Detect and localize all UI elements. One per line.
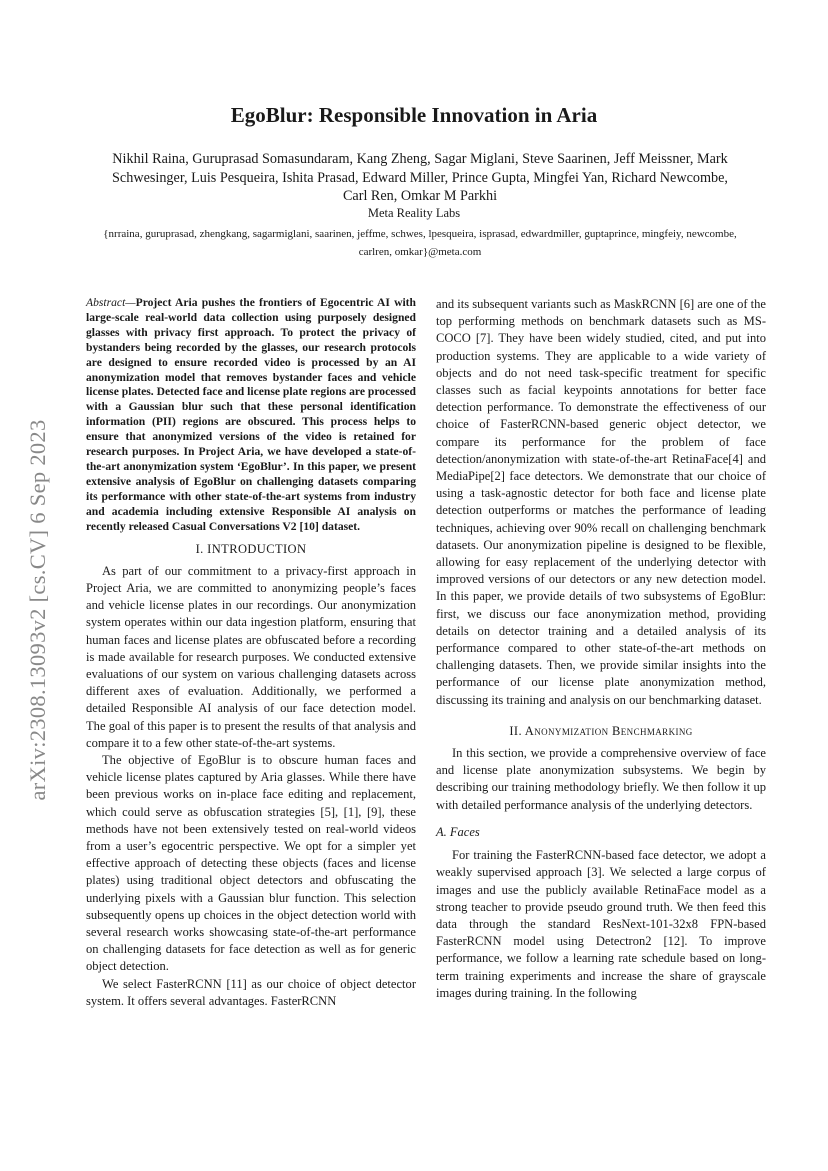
section-heading-introduction: I. INTRODUCTION [195, 541, 307, 556]
paper-title: EgoBlur: Responsible Innovation in Aria [230, 103, 598, 127]
paragraph: In this section, we provide a comprehensive overview of face and license plate anonymization subsystems. We begin by describing our training methodology briefly. We then follow it up with detailed performance analysis of the underlying detectors. [436, 746, 766, 812]
right-column [436, 296, 766, 1002]
arxiv-stamp: arXiv:2308.13093v2 [cs.CV] 6 Sep 2023 [25, 419, 50, 801]
paragraph: We select FasterRCNN [11] as our choice of object detector system. It offers several advantages. FasterRCNN [86, 976, 416, 1008]
paragraph: and its subsequent variants such as MaskRCNN [6] are one of the top performing methods on benchmark datasets such as MS-COCO [7]. They have been widely studied, cited, and put into production systems. They are applicable to a wide variety of objects and do not need task-specific treatment for specific classes such as facial keypoints annotations for better face detection performance. To demonstrate the effectiveness of our choice of FasterRCNN-based generic object detector, we compare its performance for the problem of face detection/anonymization with state-of-the-art RetinaFace[4] and MediaPipe[2] face detectors. We demonstrate that our choice of using a task-agnostic detector for both face and license plate detection outperforms or matches the performance of leading techniques, achieving over 90% recall on challenging benchmark datasets. Our anonymization pipeline is designed to be flexible, allowing for easy replacement of the underlying detector with improved versions of our detectors or any new detection model. In this paper, we provide details of two subsystems of EgoBlur: first, we discuss our face anonymization method, providing details on detector training and a detailed analysis of its performance compared to other state-of-the-art methods on challenging datasets. Then, we provide similar insights into the performance of our license plate anonymization method, discussing its training and analysis on our benchmarking dataset. [436, 297, 766, 707]
paragraph: As part of our commitment to a privacy-first approach in Project Aria, we are committed to anonymizing people’s faces and vehicle license plates in our recordings. Our anonymization system operates within our data ingestion platform, ensuring that human faces and license plates are obfuscated before a recording is made available for research purposes. We conducted extensive evaluations of our system on various challenging datasets across different axes of evaluation. Additionally, we performed a detailed Responsible AI analysis of our face detection model. The goal of this paper is to present the results of that analysis and compare it to a few other state-of-the-art systems. [86, 563, 416, 750]
paragraph: For training the FasterRCNN-based face detector, we adopt a weakly supervised approach [3]. We selected a large corpus of images and use the publicly available RetinaFace model as a strong teacher to provide pseudo ground truth. We then feed this data through the standard ResNext-101-32x8 FPN-based FasterRCNN model using Detectron2 [12]. To improve performance, we follow a learning rate schedule based on long-term training experiments and increase the share of grayscale images during training. In the following [436, 848, 766, 1000]
author-emails: {nrraina, guruprasad, zhengkang, sagarmiglani, saarinen, jeffme, schwes, lpesqueira, isprasad, edwardmiller, guptaprince, mingfeiy, newcombe, carlren, omkar}@meta.com [103, 228, 737, 258]
subsection-heading-faces: A. Faces [436, 824, 480, 839]
abstract [86, 296, 416, 535]
abstract-label: Abstract— [86, 296, 136, 309]
author-list: Nikhil Raina, Guruprasad Somasundaram, Kang Zheng, Sagar Miglani, Steve Saarinen, Jeff Meissner, Mark Schwesinger, Luis Pesqueira, Ishita Prasad, Edward Miller, Prince Gupta, Mingfei Yan, Richard Newcombe, Carl Ren, Omkar M Parkhi [112, 151, 728, 204]
abstract-text: Project Aria pushes the frontiers of Egocentric AI with large-scale real-world data collection using purposely designed glasses with privacy first approach. To protect the privacy of bystanders being recorded by the glasses, our research protocols are designed to ensure recorded video is processed by an AI anonymization model that removes bystander faces and vehicle license plates. Detected face and license plate regions are processed with a Gaussian blur such that these personal identification information (PII) regions are obscured. This process helps to ensure that anonymized versions of the video is retained for research purposes. In Project Aria, we have developed a state-of-the-art anonymization system ‘EgoBlur’. In this paper, we present extensive analysis of EgoBlur on challenging datasets comparing its performance with other state-of-the-art systems from industry and academia including extensive Responsible AI analysis on recently released Casual Conversations V2 [10] dataset. [86, 296, 416, 533]
section-heading-benchmarking: II. Anonymization Benchmarking [509, 723, 693, 738]
affiliation: Meta Reality Labs [367, 206, 461, 220]
left-column [86, 296, 416, 1010]
paragraph: The objective of EgoBlur is to obscure human faces and vehicle license plates captured by Aria glasses. While there have been previous works on in-place face editing and replacement, which could serve as obfuscation strategies [5], [1], [9], these methods have not been extensively tested on real-world videos from a user’s egocentric perspective. We opt for a simpler yet effective approach of detecting these objects (faces and license plates) using traditional object detectors and obfuscating the underlying pixels with a Gaussian blur function. This selection subsequently opens up choices in the object detection world with several research works showcasing state-of-the-art performance on challenging datasets for face detection as well as for generic object detection. [86, 752, 416, 974]
